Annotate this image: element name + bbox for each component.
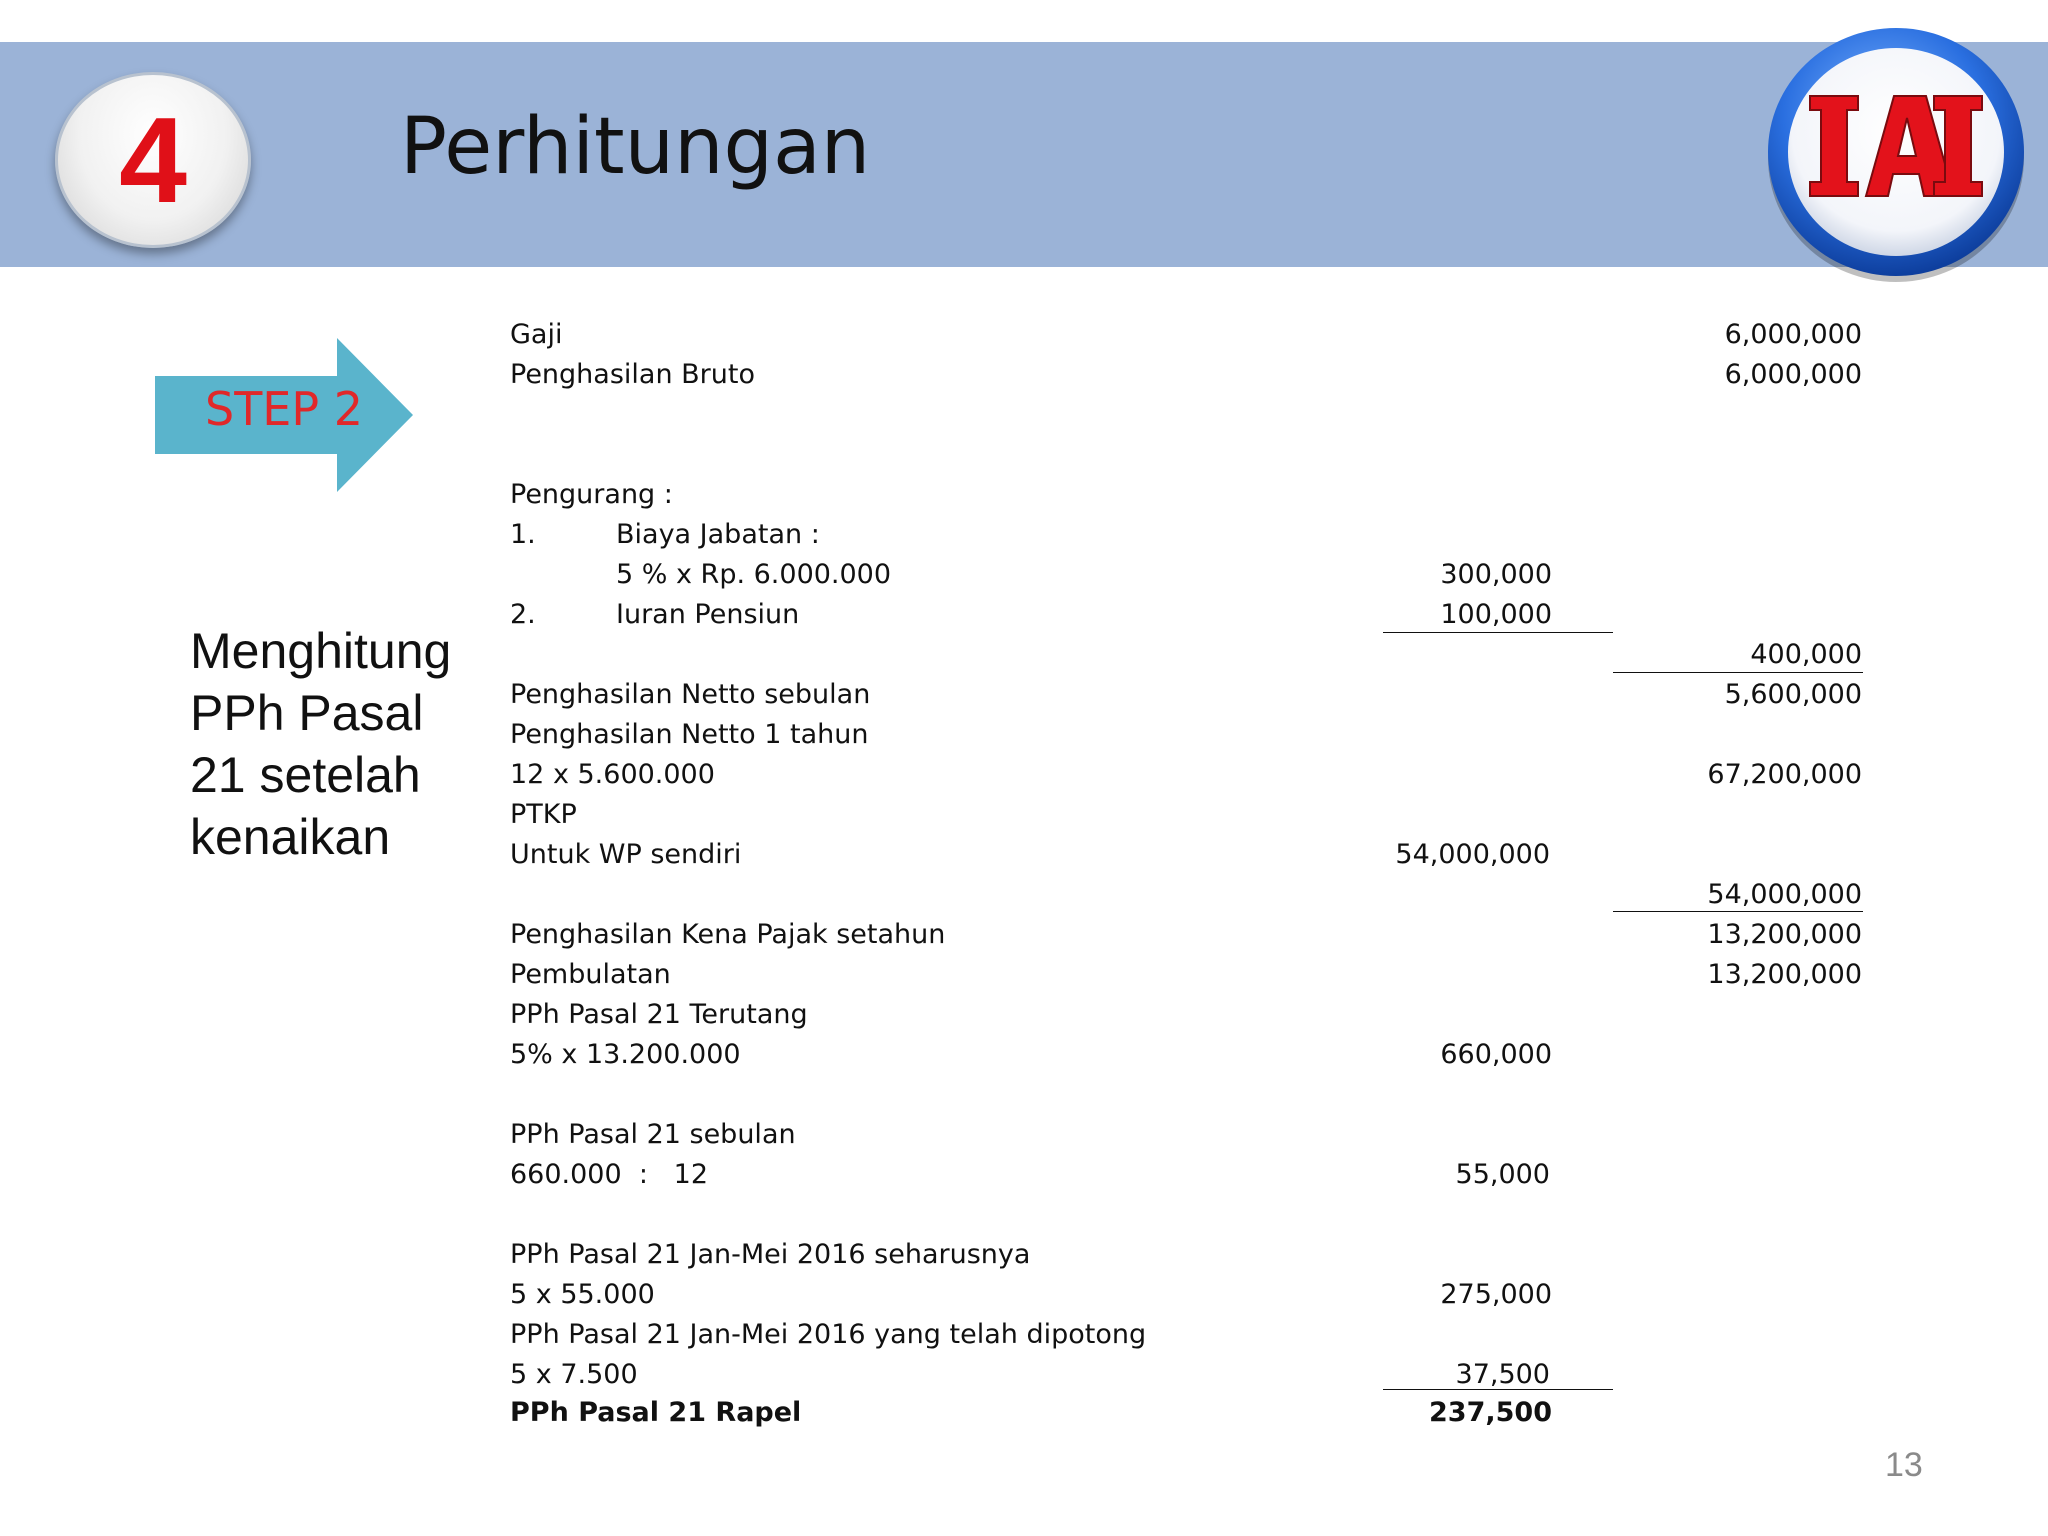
row-number: 2. [510, 599, 536, 630]
row-label: Untuk WP sendiri [510, 839, 742, 870]
row-biaya-jabatan [0, 515, 2048, 555]
row-amount: 55,000 [1455, 1159, 1550, 1190]
row-amount: 275,000 [1440, 1279, 1552, 1310]
row-terutang [0, 995, 2048, 1035]
row-bruto [0, 355, 2048, 395]
row-sebulan-calc [0, 1155, 2048, 1195]
step-label: STEP 2 [205, 382, 363, 436]
row-amount: 54,000,000 [1395, 839, 1550, 870]
row-sebulan [0, 1115, 2048, 1155]
underline [1383, 1389, 1613, 1390]
row-label: Iuran Pensiun [616, 599, 800, 630]
row-ptkp-total [0, 875, 2048, 915]
row-total: 5,600,000 [1724, 679, 1862, 710]
row-label: Penghasilan Netto sebulan [510, 679, 871, 710]
row-label: 660.000 : 12 [510, 1159, 709, 1190]
row-label: Penghasilan Netto 1 tahun [510, 719, 869, 750]
side-line-1: Menghitung [190, 623, 452, 679]
row-label: PPh Pasal 21 Jan-Mei 2016 yang telah dipotong [510, 1319, 1147, 1350]
row-amount: 300,000 [1440, 559, 1552, 590]
page-number: 13 [1885, 1446, 1923, 1484]
row-label: Biaya Jabatan : [616, 519, 820, 550]
row-netto-tahun [0, 715, 2048, 755]
row-label: Gaji [510, 319, 563, 350]
row-label: Pembulatan [510, 959, 671, 990]
row-dipotong [0, 1315, 2048, 1355]
row-label: 5 x 55.000 [510, 1279, 655, 1310]
row-total: 13,200,000 [1707, 919, 1862, 950]
row-pembulatan [0, 955, 2048, 995]
page-title: Perhitungan [400, 102, 871, 192]
row-ptkp [0, 795, 2048, 835]
row-total-pengurang [0, 635, 2048, 675]
row-wp-sendiri [0, 835, 2048, 875]
row-amount: 660,000 [1440, 1039, 1552, 1070]
row-total: 6,000,000 [1724, 319, 1862, 350]
underline [1383, 632, 1613, 633]
underline [1613, 672, 1863, 673]
row-terutang-calc [0, 1035, 2048, 1075]
row-seharusnya-calc [0, 1275, 2048, 1315]
underline [1613, 911, 1863, 912]
row-label: PPh Pasal 21 Jan-Mei 2016 seharusnya [510, 1239, 1031, 1270]
row-biaya-jabatan-calc [0, 555, 2048, 595]
row-amount: 100,000 [1440, 599, 1552, 630]
row-label: PPh Pasal 21 sebulan [510, 1119, 796, 1150]
row-gaji [0, 315, 2048, 355]
row-label: 12 x 5.600.000 [510, 759, 715, 790]
header-banner [0, 42, 2048, 267]
row-total: 400,000 [1750, 639, 1862, 670]
row-label: 5% x 13.200.000 [510, 1039, 741, 1070]
row-pengurang [0, 475, 2048, 515]
row-label: PTKP [510, 799, 577, 830]
iai-logo [1762, 20, 2030, 288]
row-iuran [0, 595, 2048, 635]
slide-number-badge [55, 72, 251, 248]
row-label: PPh Pasal 21 Rapel [510, 1397, 802, 1428]
row-pkp [0, 915, 2048, 955]
slide-number: 4 [119, 92, 187, 228]
side-line-3: 21 setelah [190, 747, 421, 803]
row-rapel [0, 1393, 2048, 1433]
side-line-2: PPh Pasal [190, 685, 424, 741]
row-label: 5 % x Rp. 6.000.000 [616, 559, 892, 590]
row-amount: 237,500 [1429, 1397, 1552, 1428]
row-label: PPh Pasal 21 Terutang [510, 999, 808, 1030]
row-total: 13,200,000 [1707, 959, 1862, 990]
row-label: 5 x 7.500 [510, 1359, 638, 1390]
row-label: Pengurang : [510, 479, 673, 510]
row-netto-calc [0, 755, 2048, 795]
row-seharusnya [0, 1235, 2048, 1275]
row-number: 1. [510, 519, 536, 550]
row-dipotong-calc [0, 1355, 2048, 1395]
row-label: Penghasilan Kena Pajak setahun [510, 919, 946, 950]
row-total: 54,000,000 [1707, 879, 1862, 910]
row-label: Penghasilan Bruto [510, 359, 755, 390]
side-line-4: kenaikan [190, 809, 391, 865]
row-netto-bulan [0, 675, 2048, 715]
row-amount: 37,500 [1455, 1359, 1550, 1390]
row-total: 6,000,000 [1724, 359, 1862, 390]
row-total: 67,200,000 [1707, 759, 1862, 790]
